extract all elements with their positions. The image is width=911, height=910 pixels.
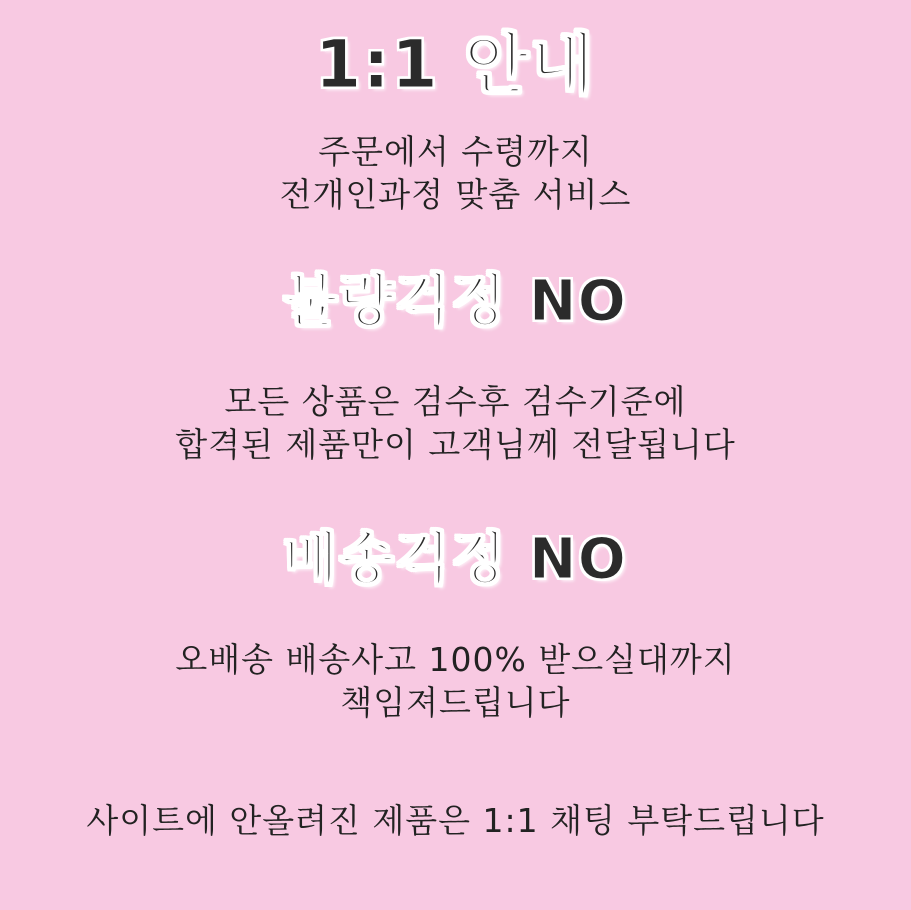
section-1-body <box>175 380 736 467</box>
intro-line-2: 전개인과정 맞춤 서비스 <box>279 175 632 215</box>
footer-note-text: 사이트에 안올려진 제품은 1:1 채팅 부탁드립니다 <box>86 800 825 840</box>
intro-block <box>280 130 632 217</box>
footer-note <box>86 799 824 843</box>
section-1-title: 불량걱정 NO <box>283 269 628 334</box>
section-1-line-1: 모든 상품은 검수후 검수기준에 <box>224 381 687 421</box>
section-2-line-1: 오배송 배송사고 100% 받으실대까지 <box>175 639 736 679</box>
section-2-title: 배송걱정 NO <box>283 526 628 592</box>
page-title: 1:1 안내 <box>315 26 596 103</box>
section-2-line-2: 책임져드립니다 <box>340 683 571 723</box>
section-2-body <box>175 638 735 725</box>
intro-line-1: 주문에서 수령까지 <box>318 131 593 171</box>
section-1-line-2: 합격된 제품만이 고객님께 전달됩니다 <box>175 425 736 465</box>
